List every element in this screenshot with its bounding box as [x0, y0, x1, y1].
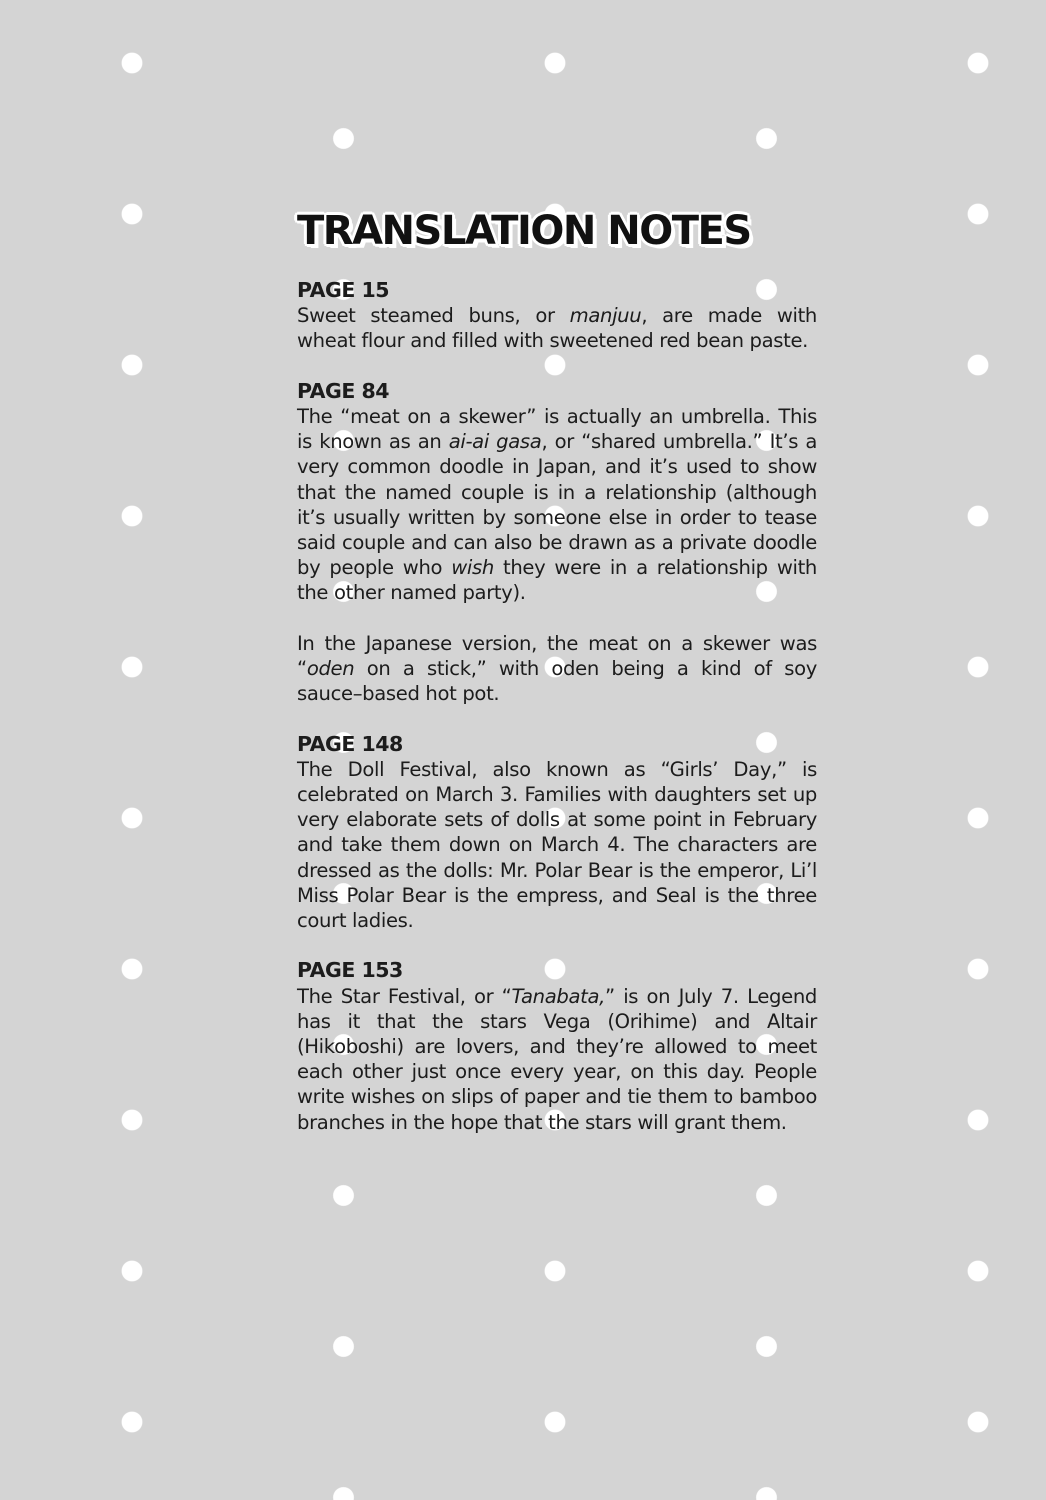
- italic-term: Tanabata,: [511, 984, 606, 1008]
- note-paragraph: [297, 631, 817, 707]
- note-section: [297, 379, 817, 707]
- note-paragraph: [297, 303, 817, 353]
- italic-term: manjuu: [569, 304, 642, 328]
- note-text: In the Japanese version, the meat on a skewer was “: [297, 631, 817, 681]
- note-text: ” is on July 7. Legend has it that the stars Vega (Orihime) and Altair (Hikoboshi) are lovers, and they’re allowed to meet each other just once every year, on this day. People write wishes on slips of paper and tie them to bamboo branches in the hope that the stars will grant them.: [297, 984, 817, 1134]
- italic-term: ai-ai gasa: [448, 430, 542, 454]
- note-text: The Doll Festival, also known as “Girls’ Day,” is celebrated on March 3. Families with daughters set up very elaborate sets of dolls at some point in February and take them down on March 4. The characters are dressed as the dolls: Mr. Polar Bear is the emperor, Li’l Miss Polar Bear is the empress, and Seal is the three court ladies.: [297, 757, 817, 933]
- note-text: they were in a relationship with the other named party).: [297, 556, 817, 605]
- note-text: on a stick,” with oden being a kind of soy sauce–based hot pot.: [297, 657, 817, 706]
- note-paragraph: [297, 404, 817, 606]
- note-text: The Star Festival, or “: [297, 984, 512, 1008]
- note-text: , are made with wheat flour and filled with sweetened red bean paste.: [297, 304, 817, 353]
- notes-content: [297, 208, 817, 1160]
- note-page-heading: PAGE 153: [297, 958, 403, 983]
- note-page-heading: PAGE 148: [297, 731, 403, 756]
- note-paragraph: [297, 984, 817, 1135]
- page-title: TRANSLATION NOTES: [297, 208, 751, 254]
- note-text: Sweet steamed buns, or: [297, 304, 570, 328]
- italic-term: wish: [451, 556, 494, 580]
- note-page-heading: PAGE 84: [297, 378, 390, 403]
- note-section: [297, 278, 817, 354]
- note-text: The “meat on a skewer” is actually an umbrella. This is known as an: [297, 405, 817, 454]
- italic-term: oden: [306, 657, 355, 681]
- notes-list: [297, 278, 817, 1135]
- note-section: [297, 732, 817, 934]
- note-paragraph: [297, 757, 817, 933]
- note-section: [297, 958, 817, 1134]
- note-page-heading: PAGE 15: [297, 278, 390, 302]
- note-text: , or “shared umbrella.” It’s a very common doodle in Japan, and it’s used to show that the named couple is in a relationship (although it’s usually written by someone else in order to tease said couple and can also be drawn as a private doodle by people who: [297, 430, 817, 580]
